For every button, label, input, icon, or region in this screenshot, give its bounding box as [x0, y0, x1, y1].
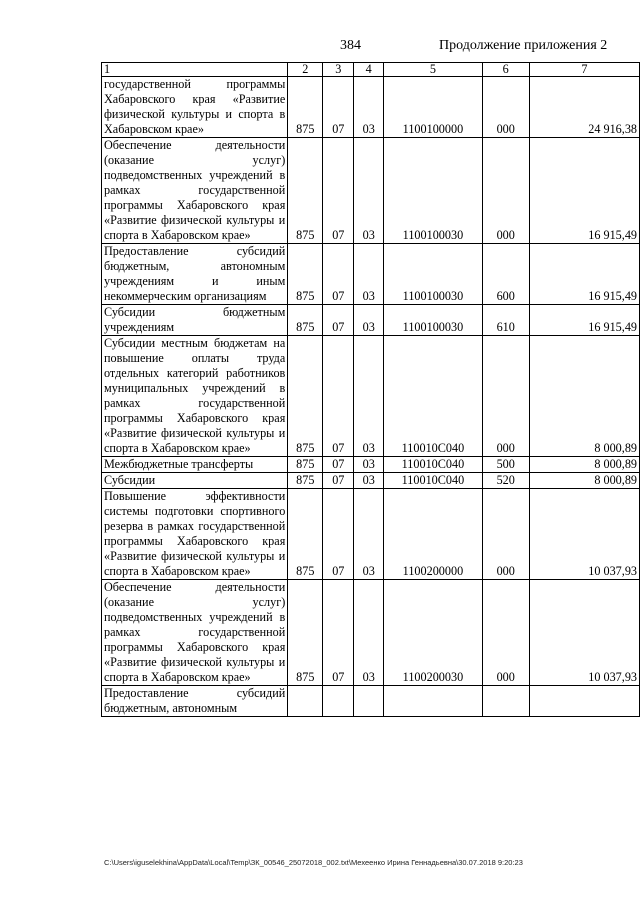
cell-section: 07: [323, 305, 354, 336]
column-header: 2: [288, 63, 323, 77]
cell-section: [323, 686, 354, 717]
column-header: 5: [384, 63, 482, 77]
row-description: Обеспечение деятельности (оказание услуг) подведомственных учреждений в рамках государственной программы Хабаровского края «Развитие физической культуры и спорта в Хабаровском крае»: [102, 138, 288, 244]
cell-amount: 8 000,89: [529, 336, 639, 457]
cell-section: 07: [323, 77, 354, 138]
table-header-row: [102, 63, 640, 77]
cell-target-article: 1100200030: [384, 580, 482, 686]
table-row: [102, 580, 640, 686]
cell-expense-type: 500: [482, 457, 529, 473]
continuation-label: Продолжение приложения 2: [439, 38, 608, 53]
cell-target-article: 110010С040: [384, 457, 482, 473]
cell-target-article: [384, 686, 482, 717]
cell-section: 07: [323, 336, 354, 457]
cell-ministry-code: 875: [288, 457, 323, 473]
cell-subsection: 03: [354, 489, 384, 580]
cell-expense-type: 000: [482, 77, 529, 138]
cell-ministry-code: 875: [288, 244, 323, 305]
cell-target-article: 1100100030: [384, 138, 482, 244]
cell-section: 07: [323, 489, 354, 580]
cell-target-article: 110010С040: [384, 336, 482, 457]
cell-expense-type: 000: [482, 138, 529, 244]
cell-amount: [529, 686, 639, 717]
cell-subsection: 03: [354, 305, 384, 336]
column-header: 3: [323, 63, 354, 77]
table-row: [102, 473, 640, 489]
row-description: Предоставление субсидий бюджетным, автономным учреждениям и иным некоммерческим организациям: [102, 244, 288, 305]
cell-subsection: 03: [354, 244, 384, 305]
cell-ministry-code: [288, 686, 323, 717]
cell-amount: 8 000,89: [529, 457, 639, 473]
table-row: [102, 336, 640, 457]
row-description: Предоставление субсидий бюджетным, автономным: [102, 686, 288, 717]
cell-ministry-code: 875: [288, 305, 323, 336]
cell-subsection: 03: [354, 457, 384, 473]
cell-amount: 16 915,49: [529, 138, 639, 244]
cell-amount: 8 000,89: [529, 473, 639, 489]
table-row: [102, 305, 640, 336]
table-row: [102, 138, 640, 244]
cell-amount: 16 915,49: [529, 305, 639, 336]
cell-target-article: 110010С040: [384, 473, 482, 489]
row-description: Повышение эффективности системы подготовки спортивного резерва в рамках государственной программы Хабаровского края «Развитие физической культуры и спорта в Хабаровском крае»: [102, 489, 288, 580]
cell-target-article: 1100100030: [384, 305, 482, 336]
table-row: [102, 489, 640, 580]
cell-target-article: 1100200000: [384, 489, 482, 580]
cell-amount: 10 037,93: [529, 489, 639, 580]
cell-expense-type: 000: [482, 336, 529, 457]
cell-amount: 16 915,49: [529, 244, 639, 305]
cell-expense-type: 600: [482, 244, 529, 305]
cell-target-article: 1100100030: [384, 244, 482, 305]
cell-ministry-code: 875: [288, 138, 323, 244]
cell-ministry-code: 875: [288, 77, 323, 138]
cell-amount: 24 916,38: [529, 77, 639, 138]
column-header: 4: [354, 63, 384, 77]
budget-table: [101, 62, 640, 717]
cell-subsection: 03: [354, 580, 384, 686]
cell-subsection: 03: [354, 138, 384, 244]
footer-file-path: C:\Users\iguselekhina\AppData\Local\Temp\ЗК_00546_25072018_002.txt\Мехеенко Ирина Геннадьевна\30.07.2018 9:20:23: [104, 858, 523, 867]
table-row: [102, 244, 640, 305]
row-description: Субсидии бюджетным учреждениям: [102, 305, 288, 336]
cell-expense-type: [482, 686, 529, 717]
row-description: Межбюджетные трансферты: [102, 457, 288, 473]
cell-expense-type: 000: [482, 489, 529, 580]
cell-section: 07: [323, 244, 354, 305]
cell-expense-type: 000: [482, 580, 529, 686]
cell-section: 07: [323, 457, 354, 473]
cell-ministry-code: 875: [288, 580, 323, 686]
cell-section: 07: [323, 473, 354, 489]
cell-amount: 10 037,93: [529, 580, 639, 686]
column-header: 6: [482, 63, 529, 77]
table-row: [102, 457, 640, 473]
cell-section: 07: [323, 138, 354, 244]
page-number: 384: [340, 38, 361, 53]
cell-target-article: 1100100000: [384, 77, 482, 138]
row-description: Субсидии: [102, 473, 288, 489]
cell-ministry-code: 875: [288, 489, 323, 580]
cell-section: 07: [323, 580, 354, 686]
table-row: [102, 77, 640, 138]
cell-subsection: 03: [354, 336, 384, 457]
cell-subsection: 03: [354, 473, 384, 489]
cell-subsection: 03: [354, 77, 384, 138]
row-description: Обеспечение деятельности (оказание услуг) подведомственных учреждений в рамках государственной программы Хабаровского края «Развитие физической культуры и спорта в Хабаровском крае»: [102, 580, 288, 686]
cell-subsection: [354, 686, 384, 717]
column-header: 7: [529, 63, 639, 77]
cell-expense-type: 610: [482, 305, 529, 336]
cell-ministry-code: 875: [288, 473, 323, 489]
cell-expense-type: 520: [482, 473, 529, 489]
column-header: 1: [102, 63, 288, 77]
cell-ministry-code: 875: [288, 336, 323, 457]
row-description: государственной программы Хабаровского края «Развитие физической культуры и спорта в Хабаровском крае»: [102, 77, 288, 138]
table-row: [102, 686, 640, 717]
row-description: Субсидии местным бюджетам на повышение оплаты труда отдельных категорий работников муниципальных учреждений в рамках государственной программы Хабаровского края «Развитие физической культуры и спорта в Хабаровском крае»: [102, 336, 288, 457]
